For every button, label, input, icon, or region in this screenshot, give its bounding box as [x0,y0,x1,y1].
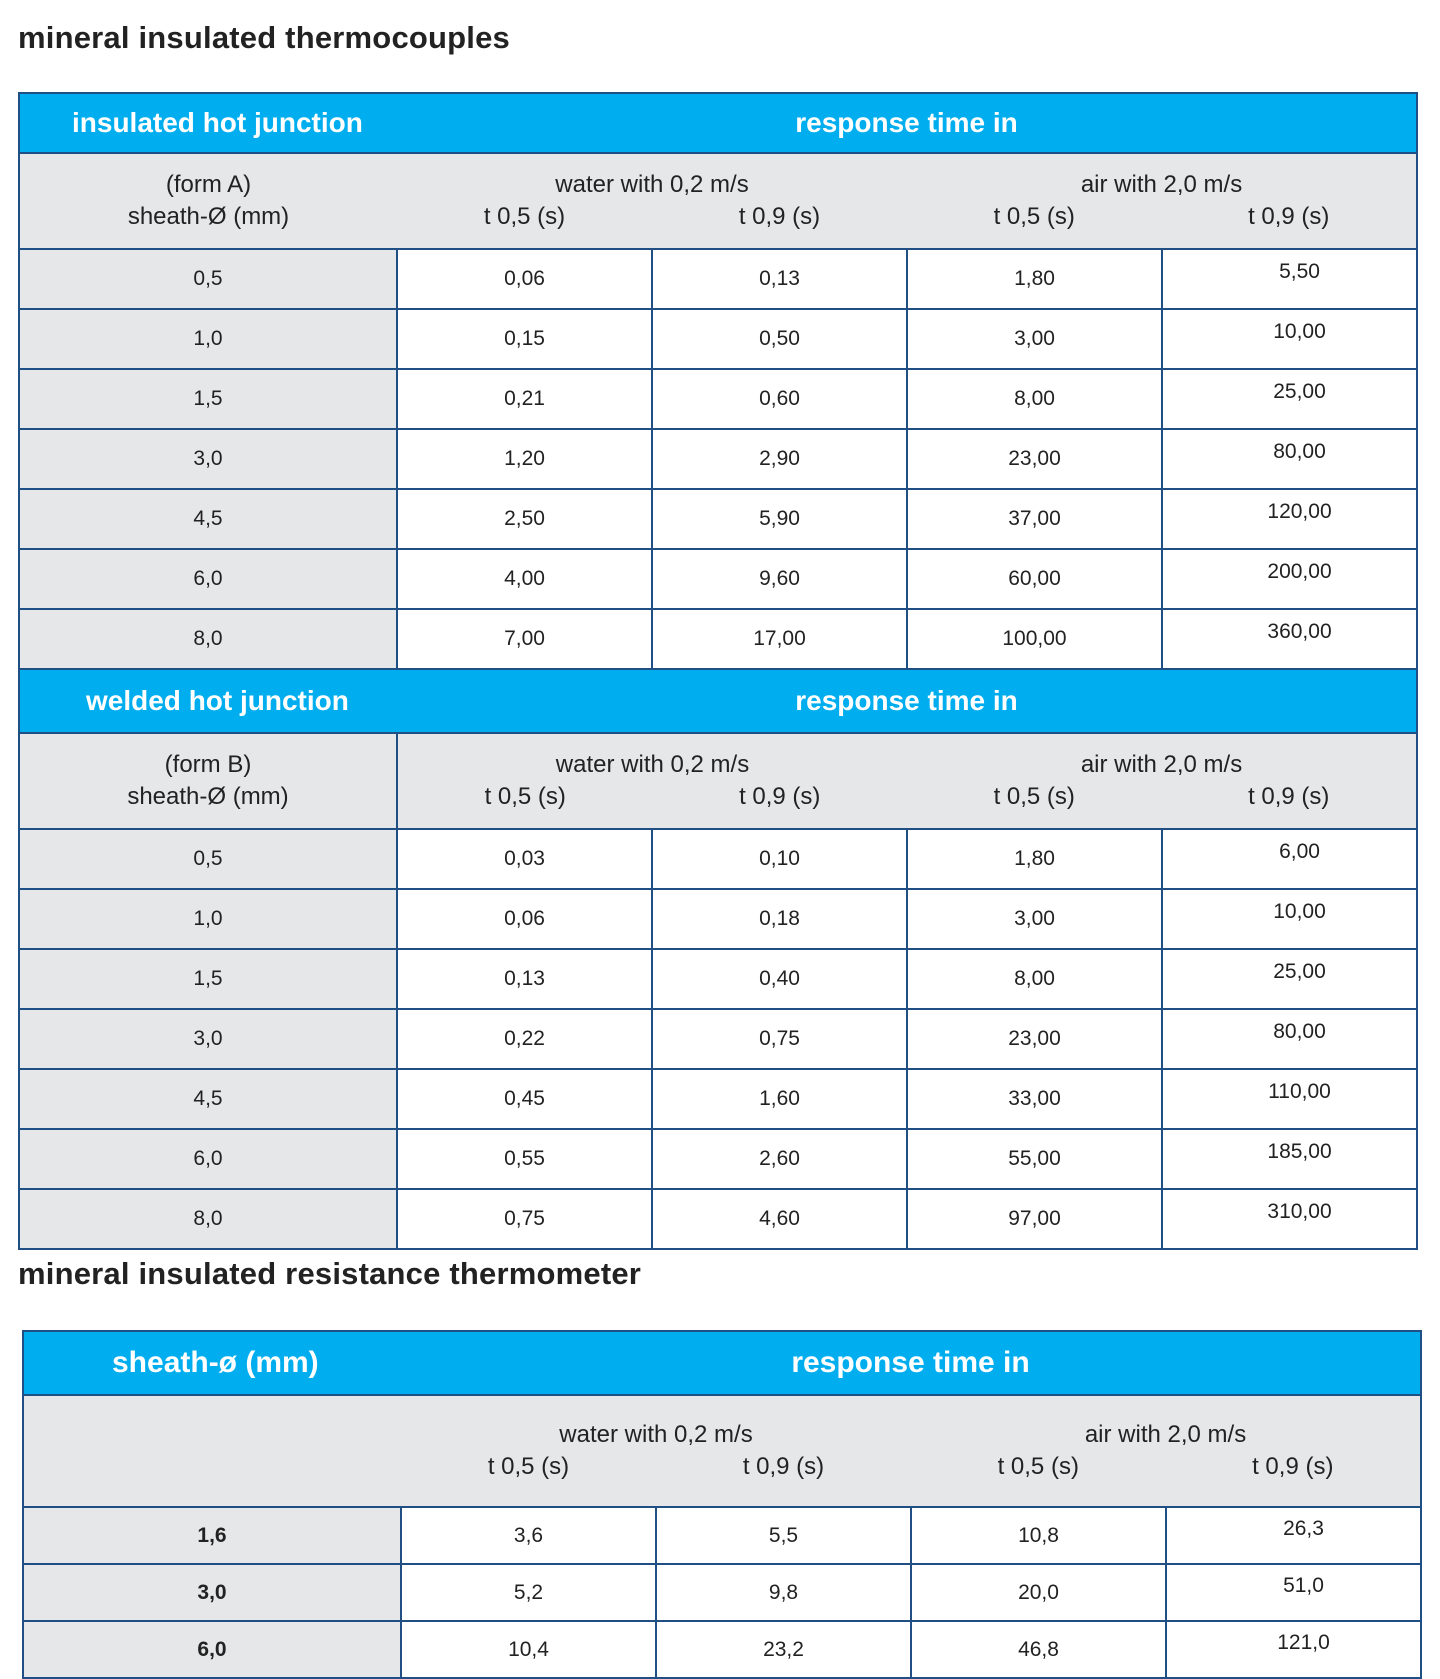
welded-form-label: (form B) [164,751,252,778]
response-time-cell: 5,2 [401,1564,656,1621]
rtd-response-cell [401,1331,1421,1395]
welded-sheath-label: sheath-Ø (mm) [127,783,289,810]
response-time-cell: 3,6 [401,1507,656,1564]
table-row [19,369,1417,429]
response-time-cell: 0,06 [397,249,652,309]
response-time-cell: 360,00 [1162,609,1417,669]
rtd-sheath-label: sheath-ø (mm) [112,1346,319,1379]
thermocouple-response-table [18,92,1418,1250]
response-time-cell: 9,60 [652,549,907,609]
response-time-cell: 4,60 [652,1189,907,1249]
welded-label-cell [19,669,397,733]
response-time-cell: 80,00 [1162,1009,1417,1069]
resistance-thermometer-title: mineral insulated resistance thermometer [18,1256,642,1291]
response-time-cell: 25,00 [1162,949,1417,1009]
response-time-cell: 55,00 [907,1129,1162,1189]
sheath-diameter-cell: 1,0 [19,309,397,369]
response-time-cell: 46,8 [911,1621,1166,1678]
response-time-cell: 0,21 [397,369,652,429]
insulated-header-row [19,153,1417,249]
response-time-cell: 23,00 [907,1009,1162,1069]
rtd-water-t05: t 0,5 (s) [487,1453,570,1480]
insulated-form-label: (form A) [165,171,252,198]
table-row [19,609,1417,669]
rtd-water-t09: t 0,9 (s) [742,1453,825,1480]
insulated-rows [19,249,1417,669]
response-time-cell: 100,00 [907,609,1162,669]
rtd-header-row [23,1395,1421,1507]
rtd-air-header [911,1395,1421,1507]
response-time-cell: 80,00 [1162,429,1417,489]
response-time-cell: 9,8 [656,1564,911,1621]
response-time-cell: 0,50 [652,309,907,369]
response-time-cell: 10,00 [1162,889,1417,949]
response-time-cell: 6,00 [1162,829,1417,889]
table-row [19,249,1417,309]
response-time-cell: 1,80 [907,249,1162,309]
welded-air-t09: t 0,9 (s) [1248,783,1330,810]
insulated-response-cell [397,93,1417,153]
response-time-cell: 60,00 [907,549,1162,609]
insulated-air-t09: t 0,9 (s) [1248,203,1330,230]
table-row [19,829,1417,889]
response-time-cell: 185,00 [1162,1129,1417,1189]
rtd-empty-header [23,1395,401,1507]
insulated-water-t09: t 0,9 (s) [738,203,821,230]
welded-response-cell [397,669,1417,733]
response-time-cell: 120,00 [1162,489,1417,549]
sheath-diameter-cell: 6,0 [19,1129,397,1189]
welded-water-t09: t 0,9 (s) [739,783,821,810]
response-time-cell: 121,0 [1166,1621,1421,1678]
sheath-diameter-cell: 6,0 [19,549,397,609]
response-time-cell: 1,20 [397,429,652,489]
sheath-diameter-cell: 1,5 [19,369,397,429]
rtd-air-t05: t 0,5 (s) [997,1453,1079,1480]
response-time-cell: 10,00 [1162,309,1417,369]
response-time-cell: 0,40 [652,949,907,1009]
response-time-cell: 8,00 [907,369,1162,429]
response-time-cell: 0,55 [397,1129,652,1189]
response-time-cell: 0,45 [397,1069,652,1129]
table-row [19,1009,1417,1069]
welded-response-label: response time in [795,685,1018,716]
welded-air-t05: t 0,5 (s) [993,783,1075,810]
response-time-cell: 1,60 [652,1069,907,1129]
table-row [19,949,1417,1009]
response-time-cell: 3,00 [907,309,1162,369]
rtd-rows [23,1507,1421,1678]
response-time-cell: 2,60 [652,1129,907,1189]
response-time-cell: 23,2 [656,1621,911,1678]
insulated-water-header [397,153,907,249]
response-time-cell: 0,15 [397,309,652,369]
insulated-label-cell [19,93,397,153]
response-time-cell: 0,03 [397,829,652,889]
response-time-cell: 2,50 [397,489,652,549]
sheath-diameter-cell: 0,5 [19,249,397,309]
table-row [19,1189,1417,1249]
response-time-cell: 20,0 [911,1564,1166,1621]
sheath-diameter-cell: 0,5 [19,829,397,889]
rtd-water-header [401,1395,911,1507]
welded-water-t05: t 0,5 (s) [484,783,566,810]
table-row [19,1129,1417,1189]
sheath-diameter-cell: 4,5 [19,489,397,549]
rtd-label-cell [23,1331,401,1395]
welded-water-label: water with 0,2 m/s [555,751,750,778]
rtd-air-t09: t 0,9 (s) [1252,1453,1334,1480]
response-time-cell: 17,00 [652,609,907,669]
response-time-cell: 5,50 [1162,249,1417,309]
sheath-diameter-cell: 8,0 [19,1189,397,1249]
response-time-cell: 33,00 [907,1069,1162,1129]
response-time-cell: 0,06 [397,889,652,949]
response-time-cell: 1,80 [907,829,1162,889]
table-row [19,309,1417,369]
table-row [23,1621,1421,1678]
sheath-diameter-cell: 3,0 [19,1009,397,1069]
response-time-cell: 10,8 [911,1507,1166,1564]
welded-rows [19,829,1417,1249]
table-row [23,1564,1421,1621]
insulated-water-t05: t 0,5 (s) [483,203,566,230]
rtd-water-label: water with 0,2 m/s [559,1421,753,1448]
response-time-cell: 4,00 [397,549,652,609]
response-time-cell: 37,00 [907,489,1162,549]
thermocouples-title: mineral insulated thermocouples [18,20,510,55]
response-time-cell: 26,3 [1166,1507,1421,1564]
sheath-diameter-cell: 1,5 [19,949,397,1009]
response-time-cell: 97,00 [907,1189,1162,1249]
welded-label: welded hot junction [86,685,349,716]
welded-band [19,669,1417,733]
welded-water-header [397,733,907,829]
table-row [19,889,1417,949]
rtd-response-label: response time in [791,1346,1030,1379]
response-time-cell: 0,13 [652,249,907,309]
response-time-cell: 51,0 [1166,1564,1421,1621]
response-time-cell: 0,13 [397,949,652,1009]
insulated-label: insulated hot junction [72,107,363,138]
insulated-band [19,93,1417,153]
response-time-cell: 310,00 [1162,1189,1417,1249]
response-time-cell: 0,75 [397,1189,652,1249]
table-row [19,1069,1417,1129]
response-time-cell: 0,60 [652,369,907,429]
table-row [23,1507,1421,1564]
response-time-cell: 2,90 [652,429,907,489]
response-time-cell: 3,00 [907,889,1162,949]
rtd-band [23,1331,1421,1395]
response-time-cell: 0,75 [652,1009,907,1069]
sheath-diameter-cell: 4,5 [19,1069,397,1129]
rtd-air-label: air with 2,0 m/s [1084,1421,1247,1448]
response-time-cell: 0,22 [397,1009,652,1069]
response-time-cell: 25,00 [1162,369,1417,429]
welded-header-row [19,733,1417,829]
response-time-cell: 5,90 [652,489,907,549]
welded-air-header [907,733,1417,829]
sheath-diameter-cell: 1,0 [19,889,397,949]
welded-air-label: air with 2,0 m/s [1080,751,1243,778]
response-time-cell: 8,00 [907,949,1162,1009]
insulated-air-header [907,153,1417,249]
insulated-air-label: air with 2,0 m/s [1080,171,1243,198]
insulated-water-label: water with 0,2 m/s [555,171,749,198]
insulated-response-label: response time in [795,107,1018,138]
table-row [19,549,1417,609]
sheath-diameter-cell: 3,0 [23,1564,401,1621]
sheath-diameter-cell: 6,0 [23,1621,401,1678]
response-time-cell: 23,00 [907,429,1162,489]
sheath-diameter-cell: 8,0 [19,609,397,669]
response-time-cell: 10,4 [401,1621,656,1678]
response-time-cell: 200,00 [1162,549,1417,609]
insulated-sheath-header [19,153,397,249]
response-time-cell: 0,18 [652,889,907,949]
table-row [19,489,1417,549]
sheath-diameter-cell: 1,6 [23,1507,401,1564]
table-row [19,429,1417,489]
response-time-cell: 5,5 [656,1507,911,1564]
welded-sheath-header [19,733,397,829]
response-time-cell: 0,10 [652,829,907,889]
response-time-cell: 7,00 [397,609,652,669]
insulated-air-t05: t 0,5 (s) [993,203,1075,230]
resistance-thermometer-table [22,1330,1422,1679]
sheath-diameter-cell: 3,0 [19,429,397,489]
response-time-cell: 110,00 [1162,1069,1417,1129]
insulated-sheath-label: sheath-Ø (mm) [127,203,290,230]
